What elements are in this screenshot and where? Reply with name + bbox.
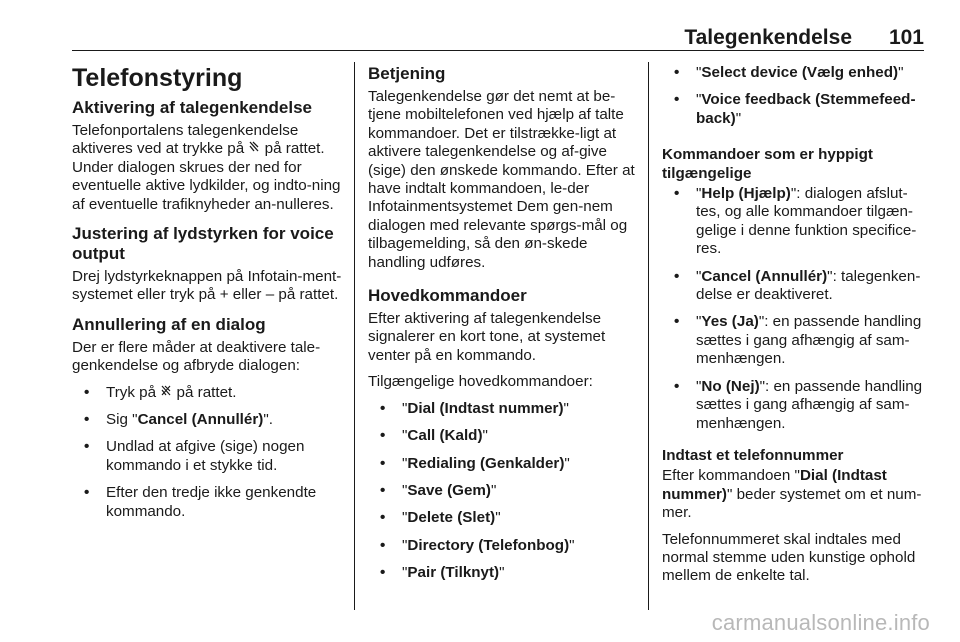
list-item: • "Redialing (Genkalder)"	[380, 454, 570, 472]
section-title: Telefonstyring	[72, 64, 243, 92]
page-header	[72, 22, 924, 51]
cancel-voice-icon	[160, 385, 172, 400]
column-3	[662, 60, 930, 594]
list-item: • "Call (Kald)"	[380, 427, 488, 445]
list-item: • "Delete (Slet)"	[380, 509, 501, 527]
column-divider	[354, 62, 355, 610]
command-list	[368, 400, 636, 583]
paragraph-volume: Drej lydstyrkeknappen på Infotain-ment-systemet eller tryk på + eller – på rattet.	[72, 268, 342, 304]
paragraph-enter-number: Efter kommandoen "Dial (Indtast nummer)" beder systemet om et num-mer.	[662, 467, 922, 522]
list-item: • Sig "Cancel (Annullér)".	[84, 411, 273, 429]
column-divider	[648, 62, 649, 610]
column-1	[72, 60, 342, 530]
list-item: • "Directory (Telefonbog)"	[380, 536, 575, 554]
list-item: • "No (Nej)": en passende handling sættes i gang afhængig af sam-menhængen.	[674, 377, 923, 432]
list-item: • "Pair (Tilknyt)"	[380, 564, 505, 582]
cancel-list	[72, 384, 342, 521]
list-item: • "Cancel (Annullér)": talegenken-delse er deaktiveret.	[674, 267, 921, 304]
paragraph-main-commands: Efter aktivering af talegenkendelse signalerer en kort tone, at systemet venter på en kommando.	[368, 310, 606, 364]
list-item: • "Save (Gem)"	[380, 481, 497, 499]
voice-icon	[248, 141, 260, 156]
list-item: • "Voice feedback (Stemmefeed-back)"	[674, 91, 916, 127]
running-title: Talegenkendelse	[684, 26, 852, 49]
paragraph-available: Tilgængelige hovedkommandoer:	[368, 373, 593, 391]
heading-activation: Aktivering af talegenkendelse	[72, 98, 312, 117]
heading-volume: Justering af lydstyrken for voice output	[72, 224, 334, 264]
heading-operation: Betjening	[368, 64, 446, 83]
heading-enter-number: Indtast et telefonnummer	[662, 446, 844, 464]
paragraph-operation: Talegenkendelse gør det nemt at be-tjene mobiltelefonen ved hjælp af talte kommandoer. Det er tilstrække-ligt at aktivere talegenkendelse og af-give (sige) den ønskede kommando. Efter at have indtalt kommandoen, le-der Infotainmentsystemet Dem gen-nem dialogen med relevante spørgs-mål og tilbagemelding, så den øn-skede handling udføres.	[368, 88, 635, 271]
command-list-continued	[662, 64, 930, 128]
paragraph-number-hint: Telefonnummeret skal indtales med normal stemme uden kunstige ophold mellem de enkelte tal.	[662, 530, 916, 585]
paragraph-activation: Telefonportalens talegenkendelse aktiveres ved at trykke på på rattet. Under dialogen skrues der ned for eventuelle aktive lydkilder, og indto-ning af eventuelle trafiknyheder an-nulleres.	[72, 122, 341, 213]
page-number: 101	[888, 26, 924, 49]
list-item: • Tryk på på rattet.	[84, 383, 237, 401]
heading-cancel: Annullering af en dialog	[72, 314, 266, 334]
frequent-command-list	[662, 185, 930, 433]
watermark: carmanualsonline.info	[711, 610, 930, 635]
list-item: • Efter den tredje ikke genkendte kommando.	[84, 484, 317, 520]
list-item: • "Select device (Vælg enhed)"	[674, 64, 904, 81]
heading-main-commands: Hovedkommandoer	[368, 286, 527, 306]
paragraph-cancel: Der er flere måder at deaktivere tale-genkendelse og afbryde dialogen:	[72, 338, 321, 375]
list-item: • "Dial (Indtast nummer)"	[380, 399, 569, 417]
list-item: • "Yes (Ja)": en passende handling sættes i gang afhængig af sam-menhængen.	[674, 313, 922, 368]
column-2	[368, 60, 636, 592]
heading-frequent-commands: Kommandoer som er hyppigt tilgængelige	[662, 146, 873, 182]
list-item: • Undlad at afgive (sige) nogen kommando i et stykke tid.	[84, 438, 305, 474]
list-item: • "Help (Hjælp)": dialogen afslut-tes, og alle kommandoer tilgæn-gelige i denne funktion specifice-res.	[674, 185, 917, 258]
